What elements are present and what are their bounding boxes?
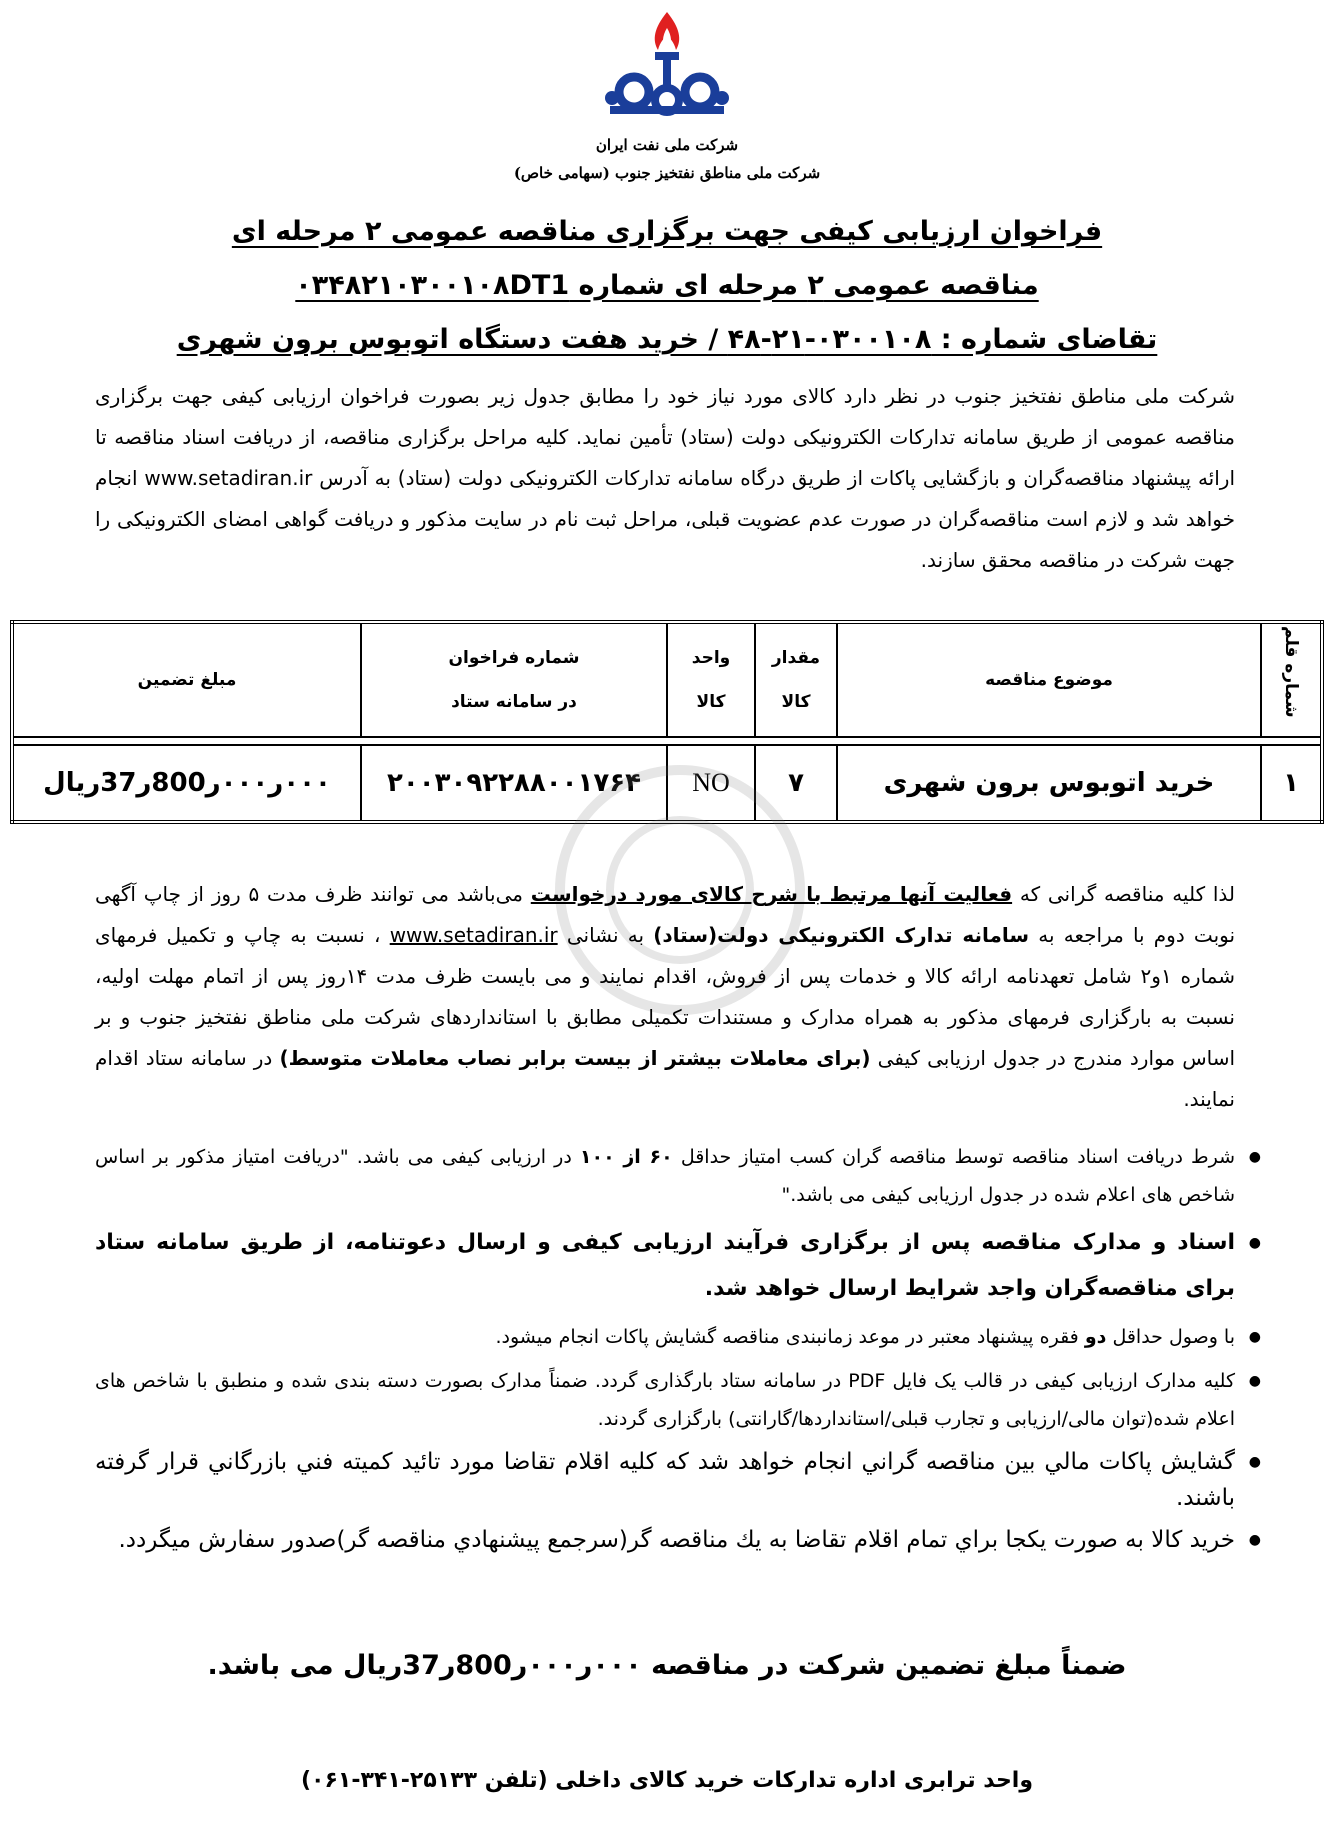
list-item: ● خريد كالا به صورت يكجا براي تمام اقلام تقاضا به يك مناقصه گر(سرجمع پيشنهادي مناقصه گر)صدور سفارش ميگردد. [95,1522,1235,1558]
nioc-logo [592,8,742,128]
org-name: شرکت ملی نفت ایران [595,136,739,154]
cell-row-no: ۱ [1261,745,1322,822]
tender-number-title [0,270,1334,301]
notice-title-text: فراخوان ارزیابی کیفی جهت برگزاری مناقصه عمومی ۲ مرحله ای [231,216,1103,247]
body-text-f: ، نسبت به چاپ و تکمیل فرمهای شماره ۱و۲ شامل تعهدنامه ارائه کالا و خدمات پس از فروش، اقدام نمایند و می بایست ظرف مدت ۱۴روز پس از اتمام مهلت اولیه، نسبت به بارگزاری فرمهای مذکور به همراه مدارک و مستندات تکمیلی مطابق با استانداردهای شرکت ملی مناطق نفتخیز جنوب و بر اساس موارد مندرج در جدول ارزیابی کیفی [95,923,1236,1070]
body-text-a: لذا کلیه مناقصه گرانی که [1019,882,1236,906]
header-row-no-text: شماره قلم [1281,625,1301,718]
table-separator-cell [12,737,1322,745]
header-call-line2: در سامانه ستاد [451,692,577,712]
eligibility-paragraph [95,874,1235,1120]
header-subject: موضوع مناقصه [837,622,1261,737]
request-number-text: تقاضای شماره : ۰۳۰۰۱۰۸-۲۱-۴۸ / خرید هفت دستگاه اتوبوس برون شهری [176,324,1158,355]
header-guarantee: مبلغ تضمین [12,622,361,737]
cell-qty: ۷ [755,745,837,822]
list-item: ● اسناد و مدارک مناقصه پس از برگزاری فرآیند ارزیابی کیفی و ارسال دعوتنامه، از طریق سامانه ستاد برای مناقصه‌گران واجد شرایط ارسال خواهد شد. [95,1220,1235,1312]
condition-1-c: در ارزیابی کیفی می باشد. "دریافت امتیاز مذکور بر اساس شاخص های اعلام شده در جدول ارزیابی کیفی می باشد." [95,1146,1235,1206]
body-emphasis-threshold: (برای معاملات بیشتر از بیست برابر نصاب معاملات متوسط) [279,1046,871,1070]
header-qty [755,622,837,737]
notice-title [0,216,1334,247]
list-item [95,1138,1235,1214]
header-unit [667,622,755,737]
header-qty-line2: کالا [781,692,811,712]
setad-link-2[interactable]: www.setadiran.ir [389,923,558,947]
list-item: ● کلیه مدارک ارزیابی کیفی در قالب یک فایل PDF در سامانه ستاد بارگذاری گردد. ضمناً مدارک بصورت دسته بندی شده و منطبق با شاخص های اعلام شده(توان مالی/ارزیابی و تجارب قبلی/استانداردها/گارانتی) بارگزاری گردند. [95,1362,1235,1438]
cell-subject: خرید اتوبوس برون شهری [837,745,1261,822]
contact-footer: واحد ترابری اداره تدارکات خرید کالای داخلی (تلفن ۲۵۱۳۳-۳۴۱-۰۶۱) [300,1768,1034,1793]
body-emphasis-setad: سامانه تدارک الکترونیکی دولت(ستاد) [653,923,1030,947]
header-unit-line1: واحد [691,648,731,668]
header-call-no [361,622,667,737]
body-emphasis-activity: فعالیت آنها مرتبط با شرح کالای مورد درخواست [530,882,1013,906]
intro-text-2: انجام خواهد شد و لازم است مناقصه‌گران در صورت عدم عضویت قبلی، مراحل ثبت نام در سایت مذکور و دریافت گواهی امضای الکترونیکی را جهت شرکت در مناقصه محقق سازند. [95,466,1235,572]
condition-3-a: با وصول حداقل [1112,1326,1235,1348]
table-header-row [12,622,1322,737]
tender-table [10,620,1324,824]
header-unit-line2: کالا [696,692,726,712]
table-separator [12,737,1322,745]
cell-guarantee: ۰۰۰ر۰۰۰ر800ر37ریال [12,745,361,822]
condition-1-a: شرط دریافت اسناد مناقصه توسط مناقصه گران کسب امتیاز حداقل [680,1146,1236,1168]
condition-3-c: فقره پیشنهاد معتبر در موعد زمانبندی مناقصه گشایش پاکات انجام میشود. [495,1326,1079,1348]
condition-3-count: دو [1084,1326,1107,1348]
table-row [12,745,1322,822]
request-number-title [0,324,1334,355]
cell-call-no: ۲۰۰۳۰۹۲۲۸۸۰۰۱۷۶۴ [361,745,667,822]
header-qty-line1: مقدار [771,648,821,668]
condition-1-score: ۶۰ از ۱۰۰ [579,1146,673,1168]
list-item: ● گشايش پاكات مالي بين مناقصه گراني انجام خواهد شد كه كليه اقلام تقاضا مورد تائيد كميته فني بازرگاني قرار گرفته باشند. [95,1444,1235,1516]
sub-org-name: شرکت ملی مناطق نفتخیز جنوب (سهامی خاص) [513,164,821,182]
guarantee-notice: ضمناً مبلغ تضمین شرکت در مناقصه ۰۰۰ر۰۰۰ر800ر37ریال می باشد. [207,1650,1127,1681]
body-text-c: می‌باشد می توانند ظرف مدت ۵ روز از چاپ آگهی نوبت دوم با مراجعه به [95,882,1236,947]
header-call-line1: شماره فراخوان [448,648,580,668]
cell-unit: NO [667,745,755,822]
conditions-list [95,1138,1259,1564]
list-item [95,1318,1235,1356]
setad-link[interactable]: www.setadiran.ir [144,466,313,490]
intro-paragraph [95,376,1235,581]
body-text-e: به نشانی [566,923,645,947]
tender-number-text: مناقصه عمومی ۲ مرحله ای شماره ۰۳۴۸۲۱۰۳۰۰۱۰۸DT1 [295,270,1039,301]
body-text-h: در سامانه ستاد اقدام نمایند. [95,1046,1235,1111]
intro-text-1: شرکت ملی مناطق نفتخیز جنوب در نظر دارد کالای مورد نیاز خود را مطابق جدول زیر بصورت فراخوان ارزیابی کیفی جهت برگزاری مناقصه عمومی از طریق سامانه تدارکات الکترونیکی دولت (ستاد) تأمین نماید. کلیه مراحل برگزاری مناقصه، از دریافت اسناد مناقصه تا ارائه پیشنهاد مناقصه‌گران و بازگشایی پاکات از طریق درگاه سامانه تدارکات الکترونیکی دولت (ستاد) به آدرس [95,384,1236,490]
header-row-no [1261,622,1322,737]
